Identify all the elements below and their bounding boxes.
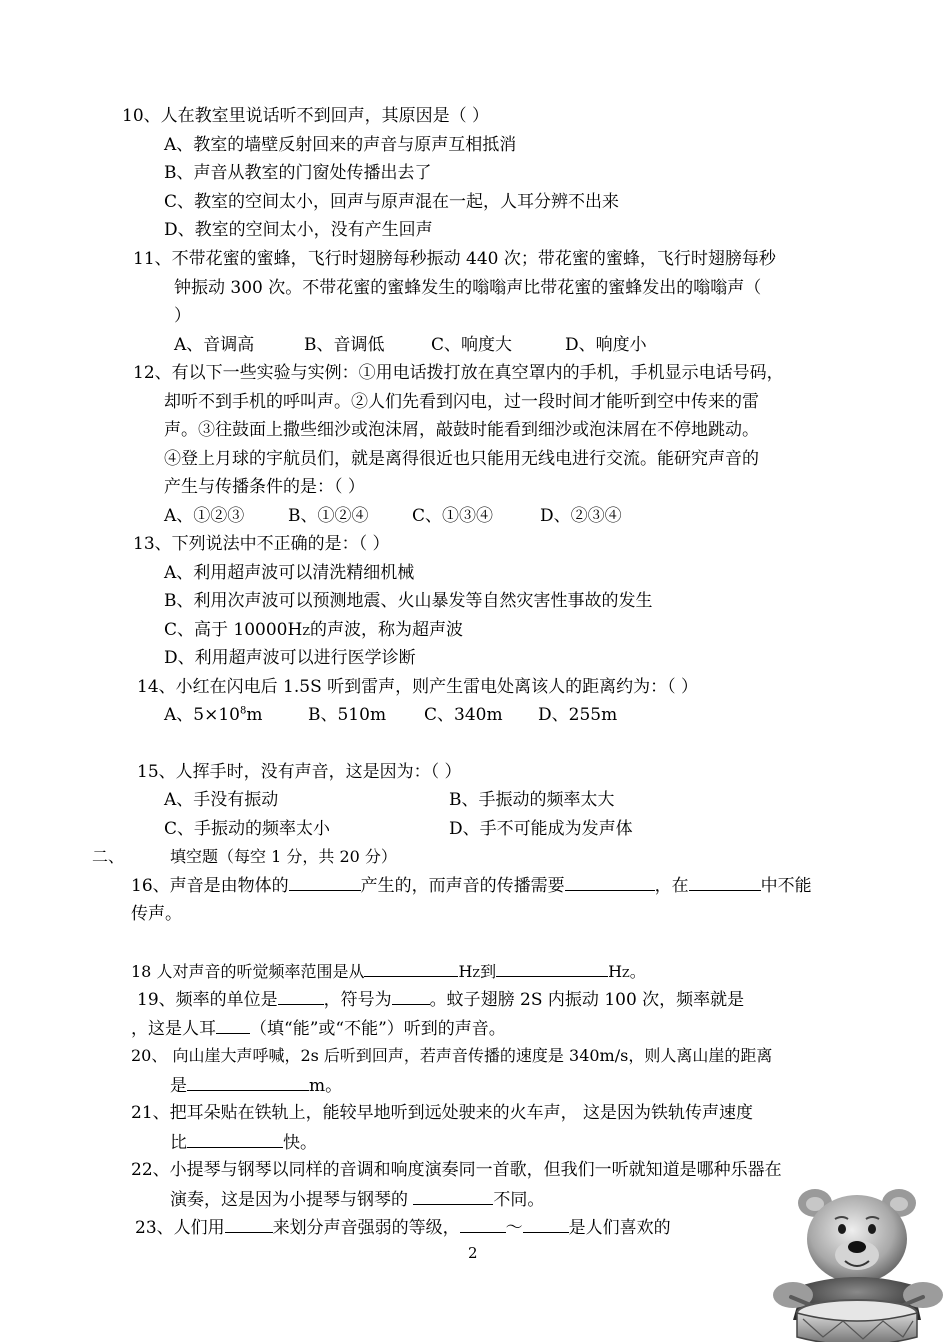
q15-options-row1 — [164, 789, 615, 811]
q22-line2 — [170, 1188, 544, 1211]
q19-blank-2[interactable] — [392, 988, 430, 1005]
q13-option-c — [164, 619, 463, 643]
q13-option-c-unit-sub: Z — [302, 625, 310, 638]
q12-options — [164, 505, 622, 527]
q11-options — [174, 334, 647, 356]
q13-option-c-text: C、高于 10000H — [164, 620, 303, 640]
q19-text-1: 19、频率的单位是 — [137, 990, 278, 1010]
q22-text-1: 演奏，这是因为小提琴与钢琴的 — [170, 1190, 414, 1210]
q11-line2: 钟振动 300 次。不带花蜜的蜜蜂发生的嗡嗡声比带花蜜的蜜蜂发出的嗡嗡声（ — [174, 278, 762, 298]
q19-text-4: ，这是人耳 — [131, 1019, 216, 1039]
q12-line3: 声。③往鼓面上撒些细沙或泡沫屑，敲鼓时能看到细沙或泡沫屑在不停地跳动。 — [164, 420, 759, 440]
q18-unit-1-sub: Z — [472, 967, 481, 980]
q19-blank-1[interactable] — [278, 988, 324, 1005]
q12-line5: 产生与传播条件的是：（ ） — [164, 477, 365, 497]
q15-option-b: B、手振动的频率太大 — [449, 790, 615, 810]
q10-stem: 10、人在教室里说话听不到回声，其原因是（ ） — [122, 106, 490, 126]
q16-blank-3[interactable] — [689, 874, 761, 891]
q14-option-d: D、255m — [538, 705, 618, 725]
q23-text-1: 23、人们用 — [135, 1218, 225, 1238]
q12-option-d: D、②③④ — [540, 506, 622, 526]
q23-text-4: 是人们喜欢的 — [568, 1218, 671, 1238]
page-number: 2 — [468, 1244, 478, 1262]
q15-option-c: C、手振动的频率太小 — [164, 819, 331, 839]
q23-blank-2[interactable] — [460, 1216, 506, 1233]
q14-option-a — [164, 704, 308, 726]
q19-text-2: ，符号为 — [323, 990, 392, 1010]
q22-line1: 22、小提琴与钢琴以同样的音调和响度演奏同一首歌，但我们一听就知道是哪种乐器在 — [131, 1160, 782, 1180]
q16-blank-1[interactable] — [289, 874, 361, 891]
q20-text-1: 是 — [170, 1076, 187, 1096]
section2-title: 填空题（每空 1 分，共 20 分） — [170, 847, 397, 866]
q16-blank-2[interactable] — [565, 874, 655, 891]
q23-text-3: ～ — [505, 1218, 523, 1238]
q12-line1: 12、有以下一些实验与实例：①用电话拨打放在真空罩内的手机，手机显示电话号码， — [133, 363, 784, 383]
q18-unit-1: H — [458, 962, 473, 981]
q12-line4: ④登上月球的宇航员们，就是离得很近也只能用无线电进行交流。能研究声音的 — [164, 449, 759, 469]
q18-blank-1[interactable] — [364, 960, 458, 977]
q19-text-3: 。蚊子翅膀 2S 内振动 100 次，频率就是 — [429, 990, 745, 1010]
q23-blank-1[interactable] — [225, 1216, 273, 1233]
q22-blank[interactable] — [413, 1188, 493, 1205]
q20-blank[interactable] — [187, 1074, 309, 1091]
q20-text-2: m。 — [309, 1076, 343, 1096]
q18-unit-2: H — [608, 962, 623, 981]
q10-option-d: D、教室的空间太小，没有产生回声 — [164, 220, 433, 240]
q18-blank-2[interactable] — [496, 960, 608, 977]
q12-line2: 却听不到手机的呼叫声。②人们先看到闪电，过一段时间才能听到空中传来的雷 — [164, 392, 759, 412]
q14-option-a-unit: m — [246, 705, 263, 725]
q16-line1 — [131, 874, 812, 897]
q21-text-1: 比 — [170, 1133, 187, 1153]
q11-option-a: A、音调高 — [174, 335, 255, 355]
q14-option-c: C、340m — [424, 705, 503, 725]
q11-line3: ） — [174, 306, 191, 326]
q19-text-5: （填“能”或“不能”）听到的声音。 — [250, 1019, 506, 1039]
q13-option-a: A、利用超声波可以清洗精细机械 — [164, 563, 415, 583]
q13-option-b: B、利用次声波可以预测地震、火山暴发等自然灾害性事故的发生 — [164, 591, 653, 611]
q23-line — [135, 1216, 671, 1239]
q13-option-d: D、利用超声波可以进行医学诊断 — [164, 648, 416, 668]
q11-option-d: D、响度小 — [565, 335, 647, 355]
q15-option-a: A、手没有振动 — [164, 790, 279, 810]
q23-text-2: 来划分声音强弱的等级， — [272, 1218, 460, 1238]
q14-option-a-exponent: 8 — [239, 705, 247, 717]
q21-blank[interactable] — [187, 1131, 283, 1148]
q18-line — [131, 960, 646, 985]
q18-unit-2-sub: Z — [622, 967, 630, 980]
q19-line1 — [137, 988, 744, 1011]
q12-option-c: C、①③④ — [412, 506, 494, 526]
section2-number: 二、 — [92, 847, 125, 866]
q22-text-2: 不同。 — [493, 1190, 545, 1210]
q14-stem: 14、小红在闪电后 1.5S 听到雷声，则产生雷电处离该人的距离约为：（ ） — [137, 677, 699, 697]
q23-blank-3[interactable] — [523, 1216, 569, 1233]
q21-line1: 21、把耳朵贴在铁轨上，能较早地听到远处驶来的火车声， 这是因为铁轨传声速度 — [131, 1103, 754, 1123]
q12-option-a: A、①②③ — [164, 506, 245, 526]
q15-option-d: D、手不可能成为发声体 — [449, 819, 633, 839]
q21-line2 — [170, 1131, 317, 1154]
q13-stem: 13、下列说法中不正确的是：（ ） — [133, 534, 390, 554]
q14-options — [164, 704, 617, 726]
q13-option-c-rest: 的声波，称为超声波 — [309, 620, 463, 640]
q16-text-1: 16、声音是由物体的 — [131, 876, 289, 896]
q20-line1: 20、 向山崖大声呼喊，2s 后听到回声，若声音传播的速度是 340m/s，则人离山崖的距离 — [131, 1046, 773, 1065]
q16-text-4: 中不能 — [760, 876, 812, 896]
q18-text-1: 18 人对声音的听觉频率范围是从 — [131, 962, 365, 981]
q16-text-2: 产生的，而声音的传播需要 — [360, 876, 565, 896]
q21-text-2: 快。 — [283, 1133, 317, 1153]
q16-line2: 传声。 — [131, 904, 182, 924]
q20-line2 — [170, 1074, 342, 1097]
q19-blank-3[interactable] — [216, 1017, 250, 1034]
q18-text-3: 。 — [629, 962, 646, 981]
section2-heading — [92, 846, 397, 868]
q11-option-b: B、音调低 — [304, 335, 385, 355]
q10-option-c: C、教室的空间太小，回声与原声混在一起，人耳分辨不出来 — [164, 192, 620, 212]
q18-text-2: 到 — [480, 962, 497, 981]
q15-options-row2 — [164, 818, 633, 840]
q10-option-a: A、教室的墙壁反射回来的声音与原声互相抵消 — [164, 135, 517, 155]
q12-option-b: B、①②④ — [288, 506, 369, 526]
q11-option-c: C、响度大 — [431, 335, 513, 355]
bear-drummer-image — [763, 1185, 950, 1342]
q11-line1: 11、不带花蜜的蜜蜂，飞行时翅膀每秒振动 440 次；带花蜜的蜜蜂，飞行时翅膀每秒 — [133, 249, 776, 269]
q10-option-b: B、声音从教室的门窗处传播出去了 — [164, 163, 432, 183]
q16-text-3: ，在 — [654, 876, 689, 896]
q14-option-a-base: A、5×10 — [164, 705, 240, 725]
q19-line2 — [131, 1017, 506, 1040]
q15-stem: 15、人挥手时，没有声音，这是因为：（ ） — [137, 762, 462, 782]
q14-option-b: B、510m — [308, 705, 387, 725]
